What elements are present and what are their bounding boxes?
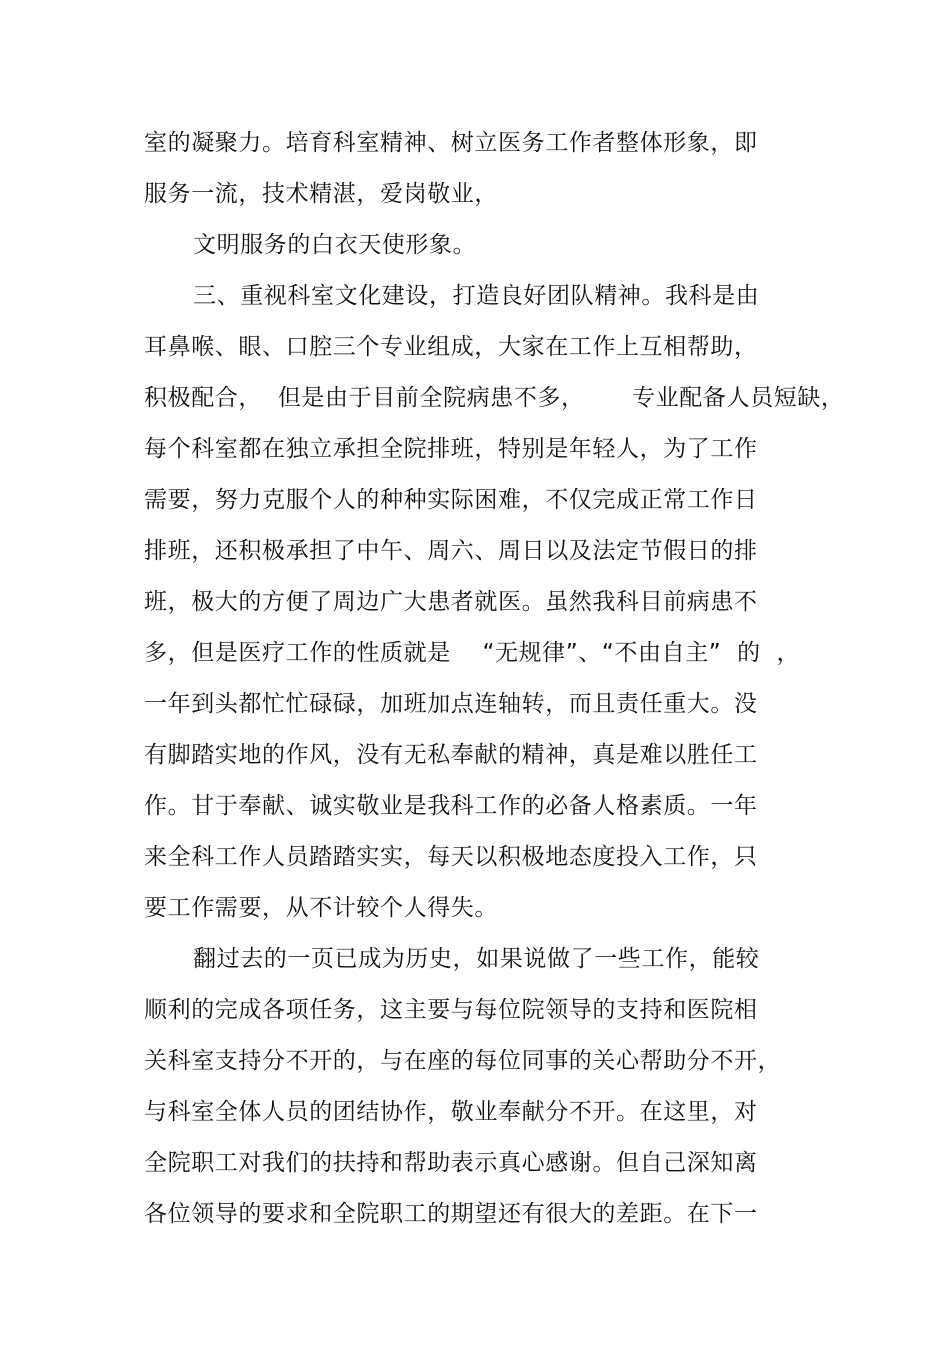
text-line: 耳鼻喉、眼、口腔三个专业组成，大家在工作上互相帮助， <box>144 334 758 360</box>
text-line: 要工作需要，从不计较个人得失。 <box>144 895 498 921</box>
text-line: 关科室支持分不开的，与在座的每位同事的关心帮助分不开， <box>144 1048 782 1074</box>
text-line: 来全科工作人员踏踏实实，每天以积极地态度投入工作，只 <box>144 844 758 870</box>
text-line: 服务一流，技术精湛，爱岗敬业， <box>144 181 498 207</box>
text-line: 文明服务的白衣天使形象。 <box>193 232 477 258</box>
text-line: 一年到头都忙忙碌碌，加班加点连轴转，而且责任重大。没 <box>144 691 758 717</box>
text-line: 三、重视科室文化建设，打造良好团队精神。我科是由 <box>193 283 760 309</box>
text-line: 与科室全体人员的团结协作，敬业奉献分不开。在这里，对 <box>144 1099 758 1125</box>
text-line: 有脚踏实地的作风，没有无私奉献的精神，真是难以胜任工 <box>144 742 758 768</box>
text-line: 全院职工对我们的扶持和帮助表示真心感谢。但自己深知离 <box>144 1150 758 1176</box>
text-line: 各位领导的要求和全院职工的期望还有很大的差距。在下一 <box>144 1201 758 1227</box>
text-line: 顺利的完成各项任务，这主要与每位院领导的支持和医院相 <box>144 997 758 1023</box>
document-body <box>0 118 950 1240</box>
text-line: 多，但是医疗工作的性质就是 “无规律”、“不由自主” 的 ， <box>144 640 801 666</box>
text-line: 班，极大的方便了周边广大患者就医。虽然我科目前病患不 <box>144 589 758 615</box>
text-line: 翻过去的一页已成为历史，如果说做了一些工作，能较 <box>193 946 760 972</box>
text-line: 需要，努力克服个人的种种实际困难，不仅完成正常工作日 <box>144 487 758 513</box>
text-line: 积极配合， 但是由于目前全院病患不多， 专业配备人员短缺， <box>144 385 845 411</box>
text-line: 排班，还积极承担了中午、周六、周日以及法定节假日的排 <box>144 538 758 564</box>
text-line: 每个科室都在独立承担全院排班，特别是年轻人，为了工作 <box>144 436 758 462</box>
text-line: 室的凝聚力。培育科室精神、树立医务工作者整体形象，即 <box>144 130 758 156</box>
text-line: 作。甘于奉献、诚实敬业是我科工作的必备人格素质。一年 <box>144 793 758 819</box>
